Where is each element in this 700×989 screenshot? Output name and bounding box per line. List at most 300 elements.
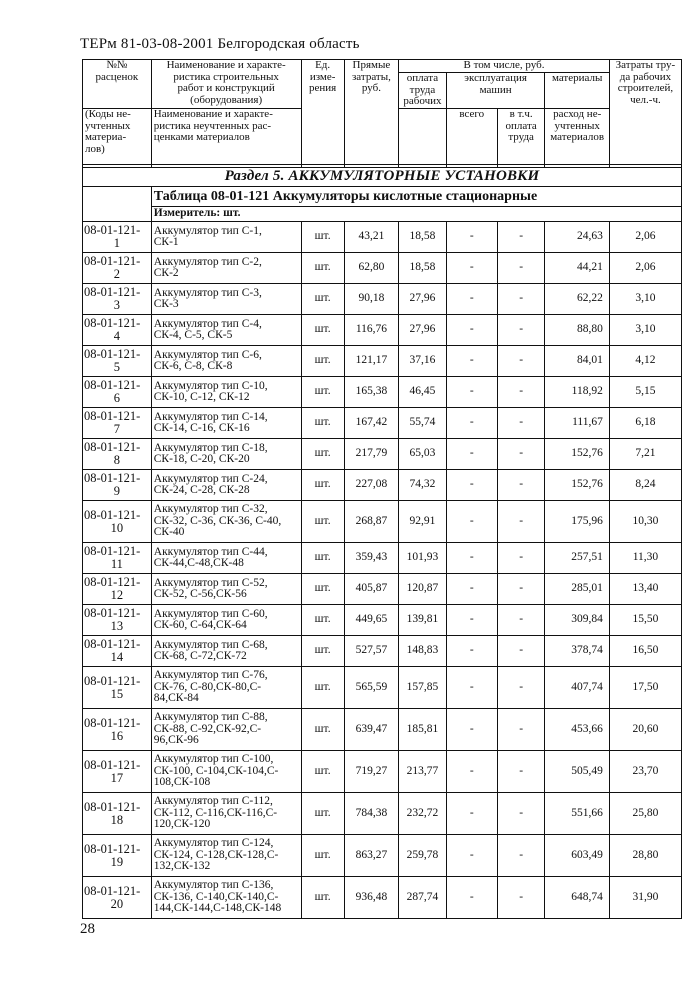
rate-code (83, 543, 152, 574)
labor-pay-cell: 232,72 (399, 793, 447, 835)
header-line: затраты, (351, 70, 391, 83)
work-name (151, 253, 301, 284)
rate-code-number: 10 (110, 520, 124, 535)
work-name-line: СК-136, С-140,СК-140,С- (153, 890, 279, 903)
labor-pay-cell: 18,58 (399, 222, 447, 253)
header-line: лов) (85, 142, 105, 155)
header-line: Наименование и характе- (153, 108, 273, 120)
direct-cost-cell: 863,27 (344, 835, 398, 877)
unit-cell: шт. (301, 408, 344, 439)
rate-code (83, 835, 152, 877)
work-name-line: Аккумулятор тип С-52, (153, 576, 268, 589)
rate-code (83, 315, 152, 346)
header-line: в т.ч. (509, 108, 533, 120)
work-name-line: СК-40 (153, 526, 185, 539)
direct-cost-cell: 43,21 (344, 222, 398, 253)
rate-code-number: 20 (110, 896, 124, 911)
header-line: изме- (309, 70, 336, 83)
rate-code-prefix: 08-01-121- (84, 544, 141, 558)
table-row (83, 408, 682, 439)
rate-code-prefix: 08-01-121- (84, 254, 141, 268)
work-name-line: Аккумулятор тип С-60, (153, 607, 268, 620)
machines-pay-cell: - (497, 667, 545, 709)
machines-pay-cell: - (497, 439, 545, 470)
machines-pay-cell: - (497, 470, 545, 501)
work-name-line: СК-1 (153, 236, 179, 248)
rate-code-number: 1 (113, 236, 120, 250)
labor-pay-cell: 120,87 (399, 574, 447, 605)
work-name-line: СК-32, С-36, СК-36, С-40, (153, 514, 282, 527)
machines-total-cell: - (446, 346, 497, 377)
work-name-line: 84,СК-84 (153, 692, 199, 705)
rate-code (83, 346, 152, 377)
header-line: эксплуатация (464, 72, 527, 84)
unit-cell: шт. (301, 253, 344, 284)
rate-code (83, 667, 152, 709)
rate-code-number: 19 (110, 854, 124, 869)
header-incl: В том числе, руб. (399, 60, 610, 73)
materials-cell: 62,22 (545, 284, 609, 315)
rate-code-number: 5 (113, 360, 120, 374)
labor-cost-cell: 2,06 (609, 253, 681, 284)
header-line: труда (409, 83, 436, 96)
labor-cost-cell: 25,80 (609, 793, 681, 835)
work-name-line: 108,СК-108 (153, 776, 211, 789)
work-name-line: Аккумулятор тип С-100, (153, 753, 274, 766)
materials-cell: 453,66 (545, 709, 609, 751)
direct-cost-cell: 62,80 (344, 253, 398, 284)
labor-cost-cell: 11,30 (609, 543, 681, 574)
work-name-line: Аккумулятор тип С-136, (153, 879, 274, 892)
rate-code (83, 408, 152, 439)
direct-cost-cell: 359,43 (344, 543, 398, 574)
work-name-line: Аккумулятор тип С-124, (153, 837, 274, 850)
unit-cell: шт. (301, 543, 344, 574)
work-name-line: СК-76, С-80,СК-80,С- (153, 680, 262, 693)
labor-cost-cell: 17,50 (609, 667, 681, 709)
materials-cell: 84,01 (545, 346, 609, 377)
unit-cell: шт. (301, 751, 344, 793)
header-name-unaccounted (151, 109, 301, 165)
rate-code-prefix: 08-01-121- (84, 606, 141, 620)
rate-code (83, 284, 152, 315)
materials-cell: 285,01 (545, 574, 609, 605)
machines-pay-cell: - (497, 377, 545, 408)
rate-code (83, 793, 152, 835)
work-name-line: Аккумулятор тип С-2, (153, 255, 262, 268)
materials-cell: 88,80 (545, 315, 609, 346)
header-machines (446, 73, 545, 109)
work-name (151, 408, 301, 439)
direct-cost-cell: 165,38 (344, 377, 398, 408)
rate-code-number: 13 (110, 619, 124, 633)
materials-cell: 603,49 (545, 835, 609, 877)
rate-code-number: 8 (113, 453, 120, 467)
machines-pay-cell: - (497, 709, 545, 751)
work-name-line: СК-4, С-5, СК-5 (153, 329, 233, 341)
direct-cost-cell: 121,17 (344, 346, 398, 377)
work-name-line: 144,СК-144,С-148,СК-148 (153, 902, 282, 915)
machines-total-cell: - (446, 751, 497, 793)
rate-code-number: 3 (113, 298, 120, 312)
unit-cell: шт. (301, 222, 344, 253)
header-line: строителей, (617, 82, 674, 94)
machines-pay-cell: - (497, 835, 545, 877)
machines-pay-cell: - (497, 793, 545, 835)
direct-cost-cell: 639,47 (344, 709, 398, 751)
machines-total-cell: - (446, 439, 497, 470)
work-name-line: 120,СК-120 (153, 818, 211, 831)
labor-pay-cell: 185,81 (399, 709, 447, 751)
labor-pay-cell: 259,78 (399, 835, 447, 877)
header-labor-cost (609, 60, 681, 165)
header-code-unaccounted (83, 109, 152, 165)
work-name (151, 439, 301, 470)
header-line: работ и конструкций (177, 82, 275, 94)
machines-total-cell: - (446, 377, 497, 408)
unit-cell: шт. (301, 501, 344, 543)
header-materials-unaccounted (545, 109, 609, 165)
work-name (151, 543, 301, 574)
labor-pay-cell: 46,45 (399, 377, 447, 408)
header-line: расценок (95, 70, 139, 83)
machines-total-cell: - (446, 470, 497, 501)
materials-cell: 44,21 (545, 253, 609, 284)
labor-pay-cell: 287,74 (399, 877, 447, 919)
header-line: ценками материалов (153, 131, 250, 143)
header-machines-incl (497, 109, 545, 165)
table-row (83, 470, 682, 501)
work-name (151, 793, 301, 835)
table-row (83, 315, 682, 346)
labor-pay-cell: 37,16 (399, 346, 447, 377)
labor-cost-cell: 4,12 (609, 346, 681, 377)
work-name (151, 315, 301, 346)
work-name-line: СК-52, С-56,СК-56 (153, 588, 247, 600)
direct-cost-cell: 565,59 (344, 667, 398, 709)
labor-cost-cell: 28,80 (609, 835, 681, 877)
labor-pay-cell: 74,32 (399, 470, 447, 501)
direct-cost-cell: 217,79 (344, 439, 398, 470)
table-row (83, 877, 682, 919)
work-name-line: Аккумулятор тип С-68, (153, 638, 268, 651)
rate-code (83, 470, 152, 501)
labor-cost-cell: 16,50 (609, 636, 681, 667)
unit-cell: шт. (301, 636, 344, 667)
machines-total-cell: - (446, 501, 497, 543)
direct-cost-cell: 268,87 (344, 501, 398, 543)
work-name (151, 222, 301, 253)
rate-code (83, 222, 152, 253)
direct-cost-cell: 405,87 (344, 574, 398, 605)
labor-cost-cell: 8,24 (609, 470, 681, 501)
work-name (151, 470, 301, 501)
header-line: учтенных (554, 119, 600, 132)
work-name-line: Аккумулятор тип С-6, (153, 348, 262, 361)
work-name-line: СК-44,С-48,СК-48 (153, 557, 244, 569)
rates-table (82, 59, 682, 919)
labor-pay-cell: 139,81 (399, 605, 447, 636)
labor-cost-cell: 6,18 (609, 408, 681, 439)
unit-cell: шт. (301, 835, 344, 877)
work-name-line: Аккумулятор тип С-14, (153, 410, 268, 423)
header-line: материалов (550, 131, 605, 143)
header-line: рения (309, 82, 337, 94)
work-name (151, 709, 301, 751)
labor-cost-cell: 3,10 (609, 315, 681, 346)
work-name-line: СК-24, С-28, СК-28 (153, 484, 250, 496)
labor-cost-cell: 7,21 (609, 439, 681, 470)
labor-cost-cell: 5,15 (609, 377, 681, 408)
header-line: материа- (85, 131, 127, 143)
rate-code (83, 709, 152, 751)
labor-pay-cell: 65,03 (399, 439, 447, 470)
work-name-line: Аккумулятор тип С-1, (153, 224, 262, 237)
materials-cell: 648,74 (545, 877, 609, 919)
work-name (151, 501, 301, 543)
table-row (83, 667, 682, 709)
machines-pay-cell: - (497, 222, 545, 253)
direct-cost-cell: 719,27 (344, 751, 398, 793)
machines-total-cell: - (446, 636, 497, 667)
unit-cell: шт. (301, 439, 344, 470)
labor-pay-cell: 18,58 (399, 253, 447, 284)
materials-cell: 111,67 (545, 408, 609, 439)
machines-pay-cell: - (497, 877, 545, 919)
header-name (151, 60, 301, 109)
unit-cell: шт. (301, 284, 344, 315)
work-name-line: Аккумулятор тип С-10, (153, 379, 268, 392)
machines-pay-cell: - (497, 315, 545, 346)
work-name-line: 96,СК-96 (153, 734, 199, 747)
labor-cost-cell: 2,06 (609, 222, 681, 253)
table-row (83, 636, 682, 667)
rate-code-prefix: 08-01-121- (84, 285, 141, 299)
machines-total-cell: - (446, 408, 497, 439)
rate-code (83, 574, 152, 605)
rate-code-number: 15 (110, 686, 124, 701)
direct-cost-cell: 90,18 (344, 284, 398, 315)
header-direct (344, 60, 398, 165)
work-name-line: СК-14, С-16, СК-16 (153, 422, 250, 434)
header-line: руб. (361, 82, 381, 94)
work-name-line: СК-88, С-92,СК-92,С- (153, 722, 262, 735)
machines-total-cell: - (446, 222, 497, 253)
machines-pay-cell: - (497, 346, 545, 377)
header-labor-pay-bottom (399, 109, 447, 165)
table-row (83, 835, 682, 877)
work-name (151, 835, 301, 877)
labor-pay-cell: 92,91 (399, 501, 447, 543)
labor-cost-cell: 31,90 (609, 877, 681, 919)
page-number: 28 (80, 921, 95, 937)
labor-pay-cell: 27,96 (399, 284, 447, 315)
machines-total-cell: - (446, 877, 497, 919)
work-name-line: Аккумулятор тип С-76, (153, 669, 268, 682)
rate-code-number: 11 (110, 557, 123, 571)
labor-cost-cell: 20,60 (609, 709, 681, 751)
rate-code-number: 4 (113, 329, 120, 343)
rate-code-prefix: 08-01-121- (84, 799, 141, 814)
work-name (151, 636, 301, 667)
unit-cell: шт. (301, 470, 344, 501)
work-name-line: Аккумулятор тип С-32, (153, 503, 268, 516)
rate-code-prefix: 08-01-121- (84, 471, 141, 485)
work-name (151, 346, 301, 377)
direct-cost-cell: 227,08 (344, 470, 398, 501)
table-row (83, 501, 682, 543)
work-name-line: Аккумулятор тип С-44, (153, 545, 268, 558)
table-row (83, 346, 682, 377)
unit-cell: шт. (301, 793, 344, 835)
work-name-line: СК-10, С-12, СК-12 (153, 391, 250, 403)
work-name-line: Аккумулятор тип С-4, (153, 317, 262, 330)
machines-pay-cell: - (497, 574, 545, 605)
machines-pay-cell: - (497, 284, 545, 315)
rate-code (83, 501, 152, 543)
table-row (83, 605, 682, 636)
page-header: ТЕРм 81-03-08-2001 Белгородская область (80, 36, 360, 52)
rate-code-prefix: 08-01-121- (84, 507, 141, 522)
work-name-line: Аккумулятор тип С-88, (153, 711, 268, 724)
materials-cell: 175,96 (545, 501, 609, 543)
header-line: машин (479, 83, 512, 96)
rate-code-prefix: 08-01-121- (84, 715, 141, 730)
header-line: Прямые (352, 59, 391, 71)
table-row (83, 751, 682, 793)
labor-cost-cell: 15,50 (609, 605, 681, 636)
header-code (83, 60, 152, 109)
rate-code-prefix: 08-01-121- (84, 757, 141, 772)
work-name-line: Аккумулятор тип С-112, (153, 795, 273, 808)
rate-code (83, 377, 152, 408)
labor-cost-cell: 10,30 (609, 501, 681, 543)
unit-cell: шт. (301, 574, 344, 605)
machines-pay-cell: - (497, 501, 545, 543)
direct-cost-cell: 527,57 (344, 636, 398, 667)
table-row (83, 222, 682, 253)
rate-code-prefix: 08-01-121- (84, 347, 141, 361)
rate-code-prefix: 08-01-121- (84, 223, 141, 237)
materials-cell: 551,66 (545, 793, 609, 835)
table-title: Таблица 08-01-121 Аккумуляторы кислотные стационарные (151, 187, 681, 207)
machines-total-cell: - (446, 667, 497, 709)
header-line: учтенных (85, 119, 131, 132)
materials-cell: 309,84 (545, 605, 609, 636)
materials-cell: 257,51 (545, 543, 609, 574)
unit-cell: шт. (301, 346, 344, 377)
work-name-line: Аккумулятор тип С-18, (153, 441, 268, 454)
materials-cell: 378,74 (545, 636, 609, 667)
header-line: Наименование и характе- (166, 59, 286, 71)
rate-code-prefix: 08-01-121- (84, 841, 141, 856)
materials-cell: 152,76 (545, 470, 609, 501)
labor-pay-cell: 148,83 (399, 636, 447, 667)
header-machines-total: всего (446, 109, 497, 165)
rate-code (83, 439, 152, 470)
table-row (83, 709, 682, 751)
rate-code-prefix: 08-01-121- (84, 637, 141, 651)
rate-code-number: 12 (110, 588, 124, 602)
labor-pay-cell: 55,74 (399, 408, 447, 439)
rate-code-prefix: 08-01-121- (84, 316, 141, 330)
rate-code-number: 18 (110, 812, 124, 827)
rate-code-prefix: 08-01-121- (84, 409, 141, 423)
header-line: чел.-ч. (630, 93, 661, 106)
unit-cell: шт. (301, 315, 344, 346)
work-name-line: СК-3 (153, 298, 179, 310)
labor-pay-cell: 27,96 (399, 315, 447, 346)
header-line: труда (508, 131, 534, 143)
rate-code-prefix: 08-01-121- (84, 673, 141, 688)
unit-cell: шт. (301, 709, 344, 751)
unit-cell: шт. (301, 667, 344, 709)
labor-pay-cell: 101,93 (399, 543, 447, 574)
work-name (151, 877, 301, 919)
machines-pay-cell: - (497, 543, 545, 574)
machines-total-cell: - (446, 709, 497, 751)
rate-code (83, 751, 152, 793)
measure-unit: Измеритель: шт. (151, 207, 681, 222)
section-title: Раздел 5. АККУМУЛЯТОРНЫЕ УСТАНОВКИ (83, 168, 682, 187)
machines-total-cell: - (446, 284, 497, 315)
work-name (151, 751, 301, 793)
work-name-line: СК-18, С-20, СК-20 (153, 453, 250, 465)
labor-cost-cell: 13,40 (609, 574, 681, 605)
materials-cell: 118,92 (545, 377, 609, 408)
machines-total-cell: - (446, 543, 497, 574)
header-line: оплата (406, 72, 439, 84)
machines-total-cell: - (446, 835, 497, 877)
work-name (151, 284, 301, 315)
header-line: Затраты тру- (615, 59, 676, 71)
work-name (151, 667, 301, 709)
table-row (83, 543, 682, 574)
machines-total-cell: - (446, 793, 497, 835)
header-line: (Коды не- (85, 108, 131, 120)
table-row (83, 793, 682, 835)
rate-code-prefix: 08-01-121- (84, 440, 141, 454)
direct-cost-cell: 784,38 (344, 793, 398, 835)
header-line: ристика строительных (173, 70, 279, 83)
header-materials: материалы (545, 73, 609, 109)
rate-code-number: 17 (110, 770, 124, 785)
machines-pay-cell: - (497, 605, 545, 636)
work-name-line: СК-2 (153, 267, 179, 279)
materials-cell: 505,49 (545, 751, 609, 793)
machines-total-cell: - (446, 253, 497, 284)
header-line: ристика неучтенных рас- (153, 119, 272, 132)
machines-pay-cell: - (497, 253, 545, 284)
machines-total-cell: - (446, 605, 497, 636)
header-line: да рабочих (619, 70, 672, 83)
table-row (83, 439, 682, 470)
table-row (83, 574, 682, 605)
rate-code-prefix: 08-01-121- (84, 883, 141, 898)
rate-code (83, 605, 152, 636)
work-name-line: СК-6, С-8, СК-8 (153, 360, 233, 372)
machines-total-cell: - (446, 574, 497, 605)
work-name (151, 605, 301, 636)
table-row (83, 253, 682, 284)
direct-cost-cell: 116,76 (344, 315, 398, 346)
work-name-line: СК-124, С-128,СК-128,С- (153, 848, 279, 861)
rate-code-number: 16 (110, 728, 124, 743)
rate-code-number: 7 (113, 422, 120, 436)
header-line: (оборудования) (190, 93, 263, 106)
work-name-line: СК-60, С-64,СК-64 (153, 619, 247, 631)
work-name-line: Аккумулятор тип С-3, (153, 286, 262, 299)
